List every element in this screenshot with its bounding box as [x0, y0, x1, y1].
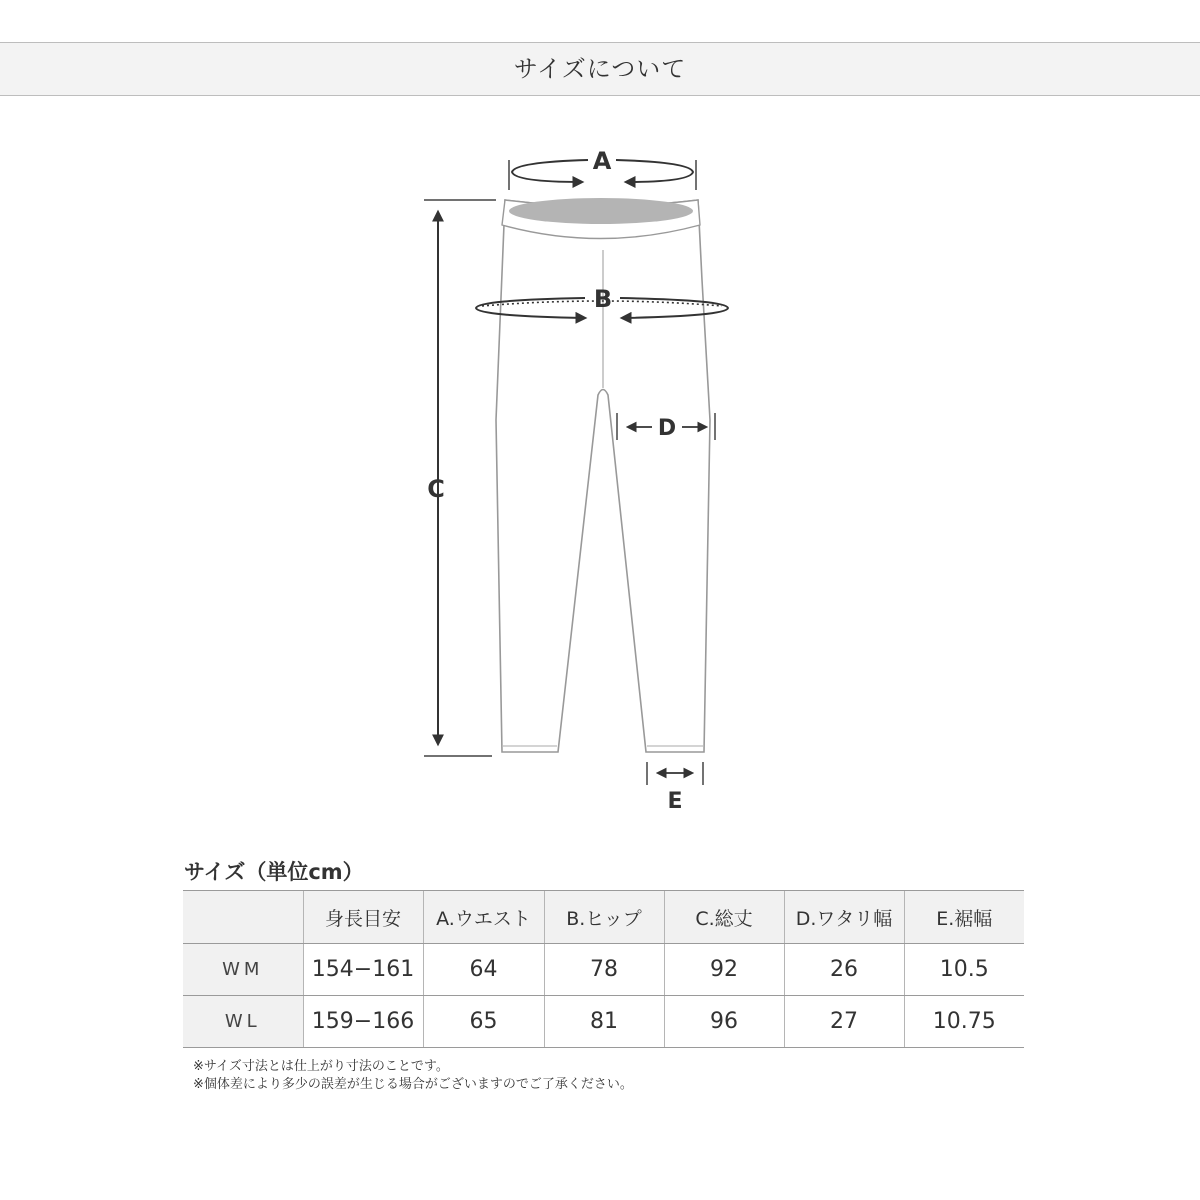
header-cell-length: C.総丈: [664, 891, 784, 944]
label-b: B: [593, 285, 613, 313]
table-cell: 78: [544, 944, 664, 996]
row-size-label: WL: [183, 996, 303, 1048]
table-cell: 92: [664, 944, 784, 996]
label-c: C: [427, 475, 445, 503]
size-table-title: サイズ（単位cm）: [184, 860, 364, 884]
label-a: A: [592, 147, 612, 175]
header-cell-thigh: D.ワタリ幅: [784, 891, 904, 944]
label-d: D: [657, 416, 677, 441]
waistband-inner: [509, 198, 693, 224]
table-cell: 10.5: [904, 944, 1024, 996]
note-line: ※サイズ寸法とは仕上がり寸法のことです。: [193, 1059, 449, 1074]
page-title: サイズについて: [513, 55, 687, 83]
measure-c: [424, 200, 496, 756]
table-cell: 27: [784, 996, 904, 1048]
table-cell: 26: [784, 944, 904, 996]
size-table: [183, 890, 1024, 1048]
page-header: [0, 42, 1200, 96]
leggings-diagram-svg: [0, 120, 1200, 820]
table-cell: 64: [423, 944, 544, 996]
row-size-label: WM: [183, 944, 303, 996]
leggings-diagram: [0, 120, 1200, 824]
table-row: [183, 996, 1024, 1048]
table-cell: 81: [544, 996, 664, 1048]
table-row: [183, 944, 1024, 996]
header-cell-height: 身長目安: [303, 891, 423, 944]
header-cell-empty: [183, 891, 303, 944]
header-cell-hip: B.ヒップ: [544, 891, 664, 944]
measure-a: [509, 147, 696, 190]
table-cell: 96: [664, 996, 784, 1048]
label-e: E: [667, 789, 683, 814]
notes: [193, 1058, 633, 1094]
note-line: ※個体差により多少の誤差が生じる場合がございますのでご了承ください。: [193, 1077, 633, 1092]
table-cell: 159−166: [303, 996, 423, 1048]
table-cell: 65: [423, 996, 544, 1048]
header-cell-hem: E.裾幅: [904, 891, 1024, 944]
table-cell: 154−161: [303, 944, 423, 996]
table-header-row: [183, 891, 1024, 944]
header-cell-waist: A.ウエスト: [423, 891, 544, 944]
table-cell: 10.75: [904, 996, 1024, 1048]
measure-e: [647, 762, 703, 814]
